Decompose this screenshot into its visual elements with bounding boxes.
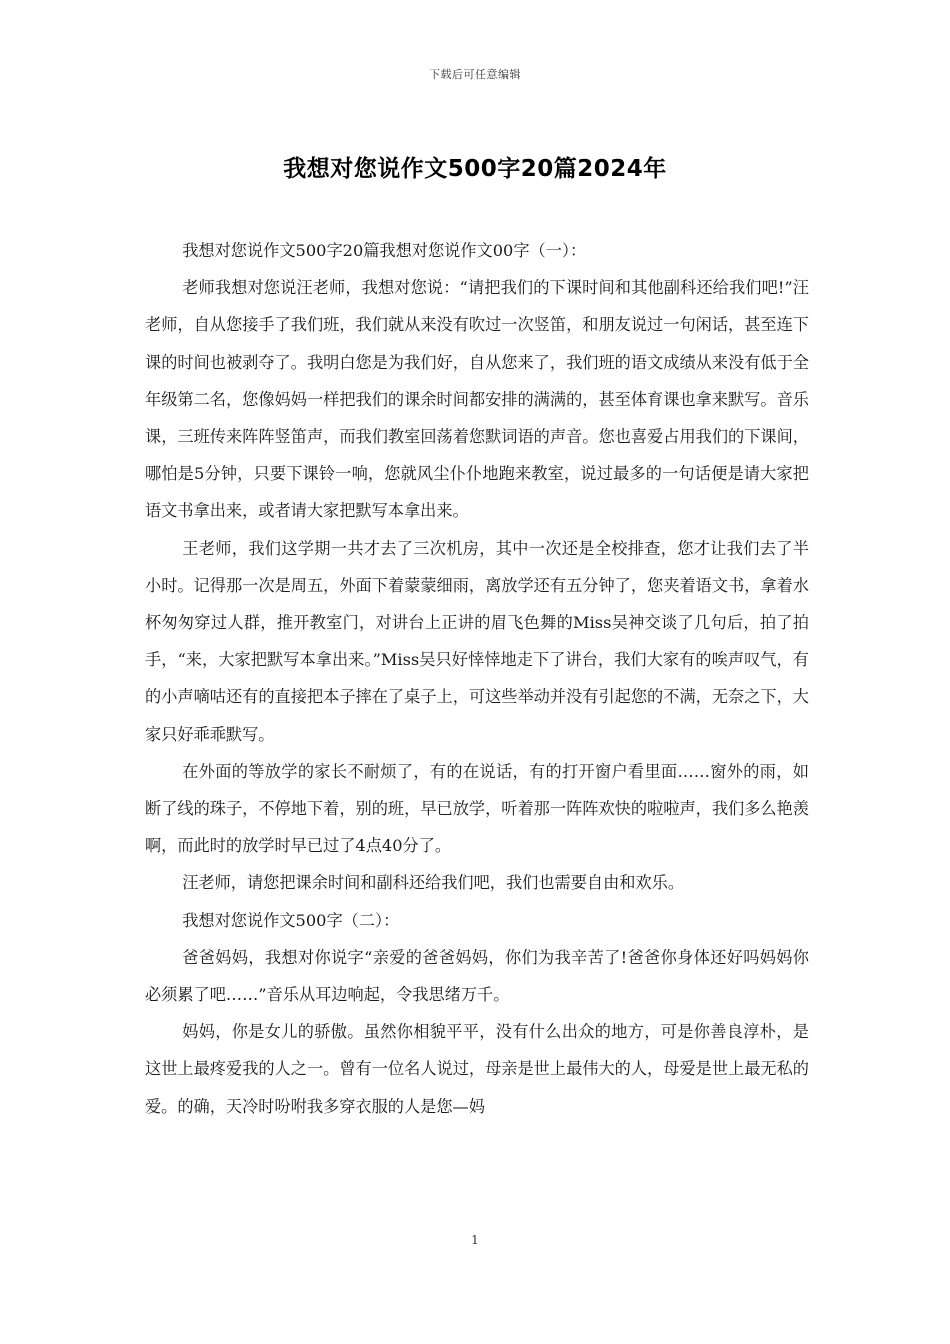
paragraph-5: 汪老师，请您把课余时间和副科还给我们吧，我们也需要自由和欢乐。 [182,873,685,893]
paragraph-2: 老师我想对您说汪老师，我想对您说：“请把我们的下课时间和其他副科还给我们吧!”汪老师，自从您接手了我们班，我们就从来没有吹过一次竖笛，和朋友说过一句闲话，甚至连下课的时间也被剥夺了。我明白您是为我们好，自从您来了，我们班的语文成绩从来没有低于全年级第二名，您像妈妈一样把我们的课余时间都安排的满满的，甚至体育课也拿来默写。音乐课，三班传来阵阵竖笛声，而我们教室回荡着您默词语的声音。您也喜爱占用我们的下课间，哪怕是5分钟，只要下课铃一响，您就风尘仆仆地跑来教室，说过最多的一句话便是请大家把语文书拿出来，或者请大家把默写本拿出来。 [145,278,809,521]
document-title: 我想对您说作文500字20篇2024年 [283,156,667,182]
header-note: 下载后可任意编辑 [429,68,521,81]
paragraph-1: 我想对您说作文500字20篇我想对您说作文00字（一）： [182,241,587,260]
document-body [145,232,809,1125]
paragraph-6: 我想对您说作文500字（二）： [182,910,400,930]
page-number: 1 [471,1233,479,1247]
paragraph-4: 在外面的等放学的家长不耐烦了，有的在说话，有的打开窗户看里面……窗外的雨，如断了线的珠子，不停地下着，别的班，早已放学，听着那一阵阵欢快的啦啦声，我们多么艳羡啊，而此时的放学时早已过了4点40分了。 [145,761,809,856]
paragraph-3: 王老师，我们这学期一共才去了三次机房，其中一次还是全校排查，您才让我们去了半小时。记得那一次是周五，外面下着蒙蒙细雨，离放学还有五分钟了，您夹着语文书，拿着水杯匆匆穿过人群，推开教室门，对讲台上正讲的眉飞色舞的Miss吴神交谈了几句后，拍了拍手，“来，大家把默写本拿出来。”Miss吴只好悻悻地走下了讲台，我们大家有的唉声叹气，有的小声嘀咕还有的直接把本子摔在了桌子上，可这些举动并没有引起您的不满，无奈之下，大家只好乖乖默写。 [145,538,809,744]
paragraph-7: 爸爸妈妈，我想对你说字“亲爱的爸爸妈妈，你们为我辛苦了!爸爸你身体还好吗妈妈你必须累了吧……”音乐从耳边响起，令我思绪万千。 [145,947,809,1005]
paragraph-8: 妈妈，你是女儿的骄傲。虽然你相貌平平，没有什么出众的地方，可是你善良淳朴，是这世上最疼爱我的人之一。曾有一位名人说过，母亲是世上最伟大的人，母爱是世上最无私的爱。的确，天冷时吩咐我多穿衣服的人是您—妈 [145,1022,809,1116]
